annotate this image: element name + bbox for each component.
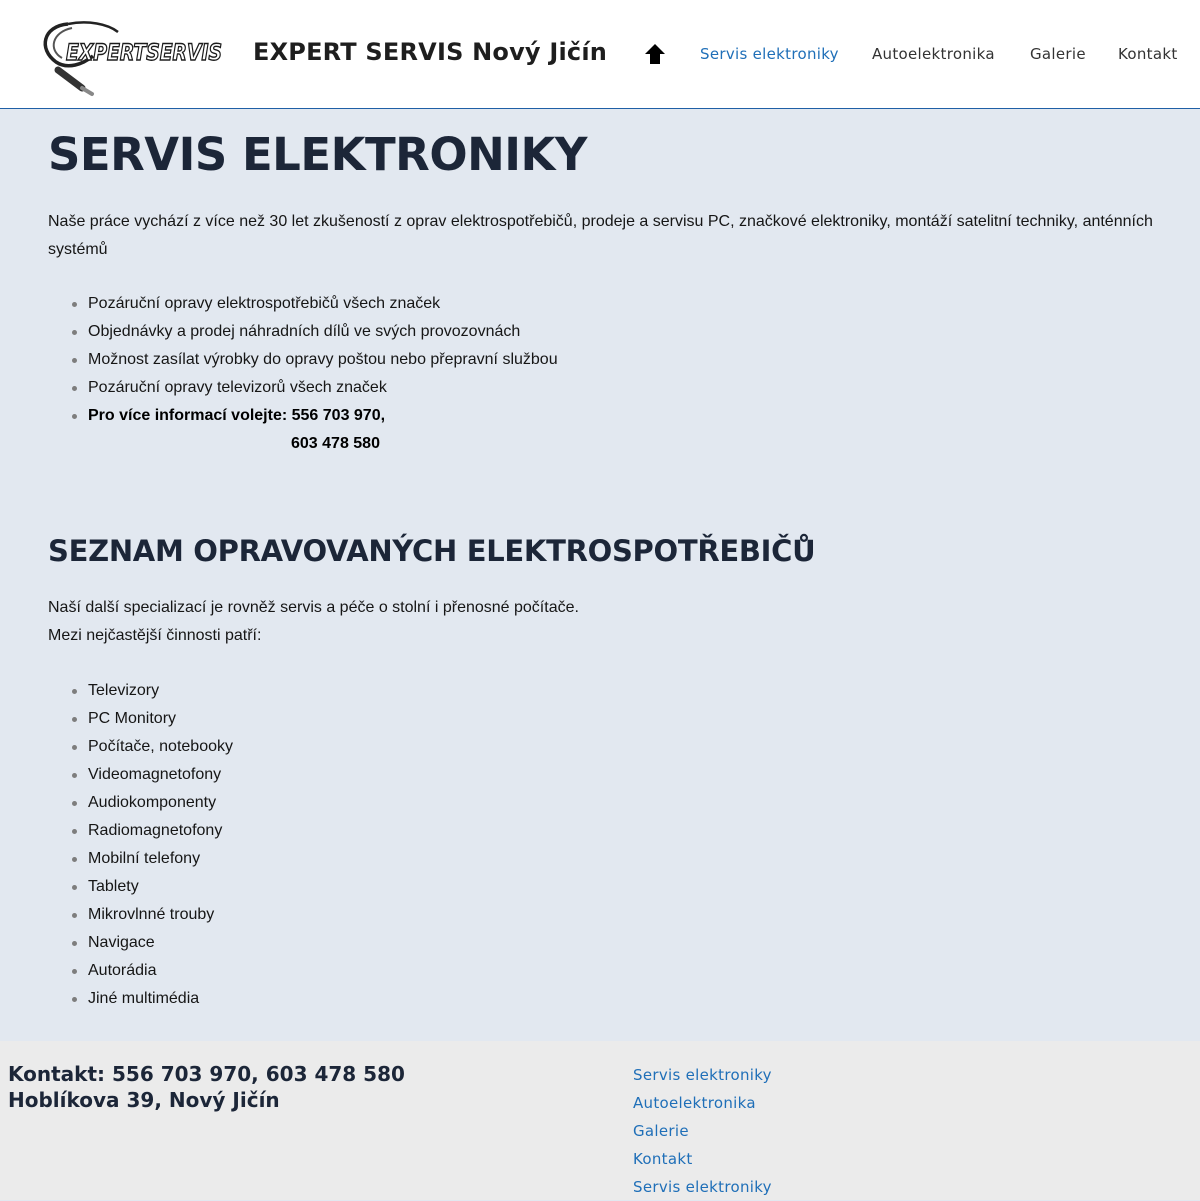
nav-servis-elektroniky[interactable]: Servis elektroniky: [700, 45, 839, 63]
list-item: Počítače, notebooky: [88, 733, 233, 761]
phone-info: Pro více informací volejte: 556 703 970,: [88, 402, 558, 430]
list-item: Audiokomponenty: [88, 789, 233, 817]
appliances-list: [88, 677, 233, 1013]
list-item: Jiné multimédia: [88, 985, 233, 1013]
site-footer: [0, 1041, 1200, 1200]
footer-contact: [8, 1061, 405, 1113]
main-content: [0, 110, 1200, 1041]
footer-link-item: [633, 1173, 772, 1201]
list-item: Pozáruční opravy elektrospotřebičů všech značek: [88, 290, 558, 318]
section-text-line: Naší další specializací je rovněž servis a péče o stolní i přenosné počítače.: [48, 599, 579, 616]
list-item: Možnost zasílat výrobky do opravy poštou nebo přepravní službou: [88, 346, 558, 374]
phone-info-second: 603 478 580: [291, 435, 380, 452]
list-item: Tablety: [88, 873, 233, 901]
list-item: Objednávky a prodej náhradních dílů ve svých provozovnách: [88, 318, 558, 346]
footer-links: [633, 1061, 772, 1201]
list-item: Pozáruční opravy televizorů všech značek: [88, 374, 558, 402]
list-item: Navigace: [88, 929, 233, 957]
nav-kontakt[interactable]: Kontakt: [1118, 45, 1178, 63]
footer-link-servis-elektroniky-2[interactable]: Servis elektroniky: [633, 1178, 772, 1196]
section-text-line: Mezi nejčastější činnosti patří:: [48, 627, 262, 644]
home-icon[interactable]: [644, 43, 666, 65]
list-item: Televizory: [88, 677, 233, 705]
footer-link-item: [633, 1117, 772, 1145]
footer-phone: Kontakt: 556 703 970, 603 478 580: [8, 1062, 405, 1086]
site-title[interactable]: EXPERT SERVIS Nový Jičín: [253, 38, 608, 66]
footer-address: Hoblíkova 39, Nový Jičín: [8, 1088, 280, 1112]
footer-link-item: [633, 1061, 772, 1089]
footer-link-item: [633, 1089, 772, 1117]
section-text: [48, 594, 579, 650]
list-item: Mobilní telefony: [88, 845, 233, 873]
footer-link-galerie[interactable]: Galerie: [633, 1122, 689, 1140]
page-title: SERVIS ELEKTRONIKY: [48, 128, 587, 181]
list-item: Mikrovlnné trouby: [88, 901, 233, 929]
footer-link-kontakt[interactable]: Kontakt: [633, 1150, 693, 1168]
intro-text: Naše práce vychází z více než 30 let zkušeností z oprav elektrospotřebičů, prodeje a servisu PC, značkové elektroniky, montáží satelitní techniky, anténních systémů: [48, 213, 1153, 258]
services-list: [88, 290, 558, 458]
list-item: Autorádia: [88, 957, 233, 985]
list-item: PC Monitory: [88, 705, 233, 733]
list-item: Videomagnetofony: [88, 761, 233, 789]
site-header: [0, 0, 1200, 109]
logo-text: EXPERTSERVIS: [66, 41, 222, 66]
expertservis-logo[interactable]: [38, 14, 228, 98]
section-title: SEZNAM OPRAVOVANÝCH ELEKTROSPOTŘEBIČŮ: [48, 534, 816, 568]
footer-link-servis-elektroniky[interactable]: Servis elektroniky: [633, 1066, 772, 1084]
nav-galerie[interactable]: Galerie: [1030, 45, 1086, 63]
nav-autoelektronika[interactable]: Autoelektronika: [872, 45, 995, 63]
list-item: Radiomagnetofony: [88, 817, 233, 845]
footer-link-item: [633, 1145, 772, 1173]
footer-link-autoelektronika[interactable]: Autoelektronika: [633, 1094, 756, 1112]
